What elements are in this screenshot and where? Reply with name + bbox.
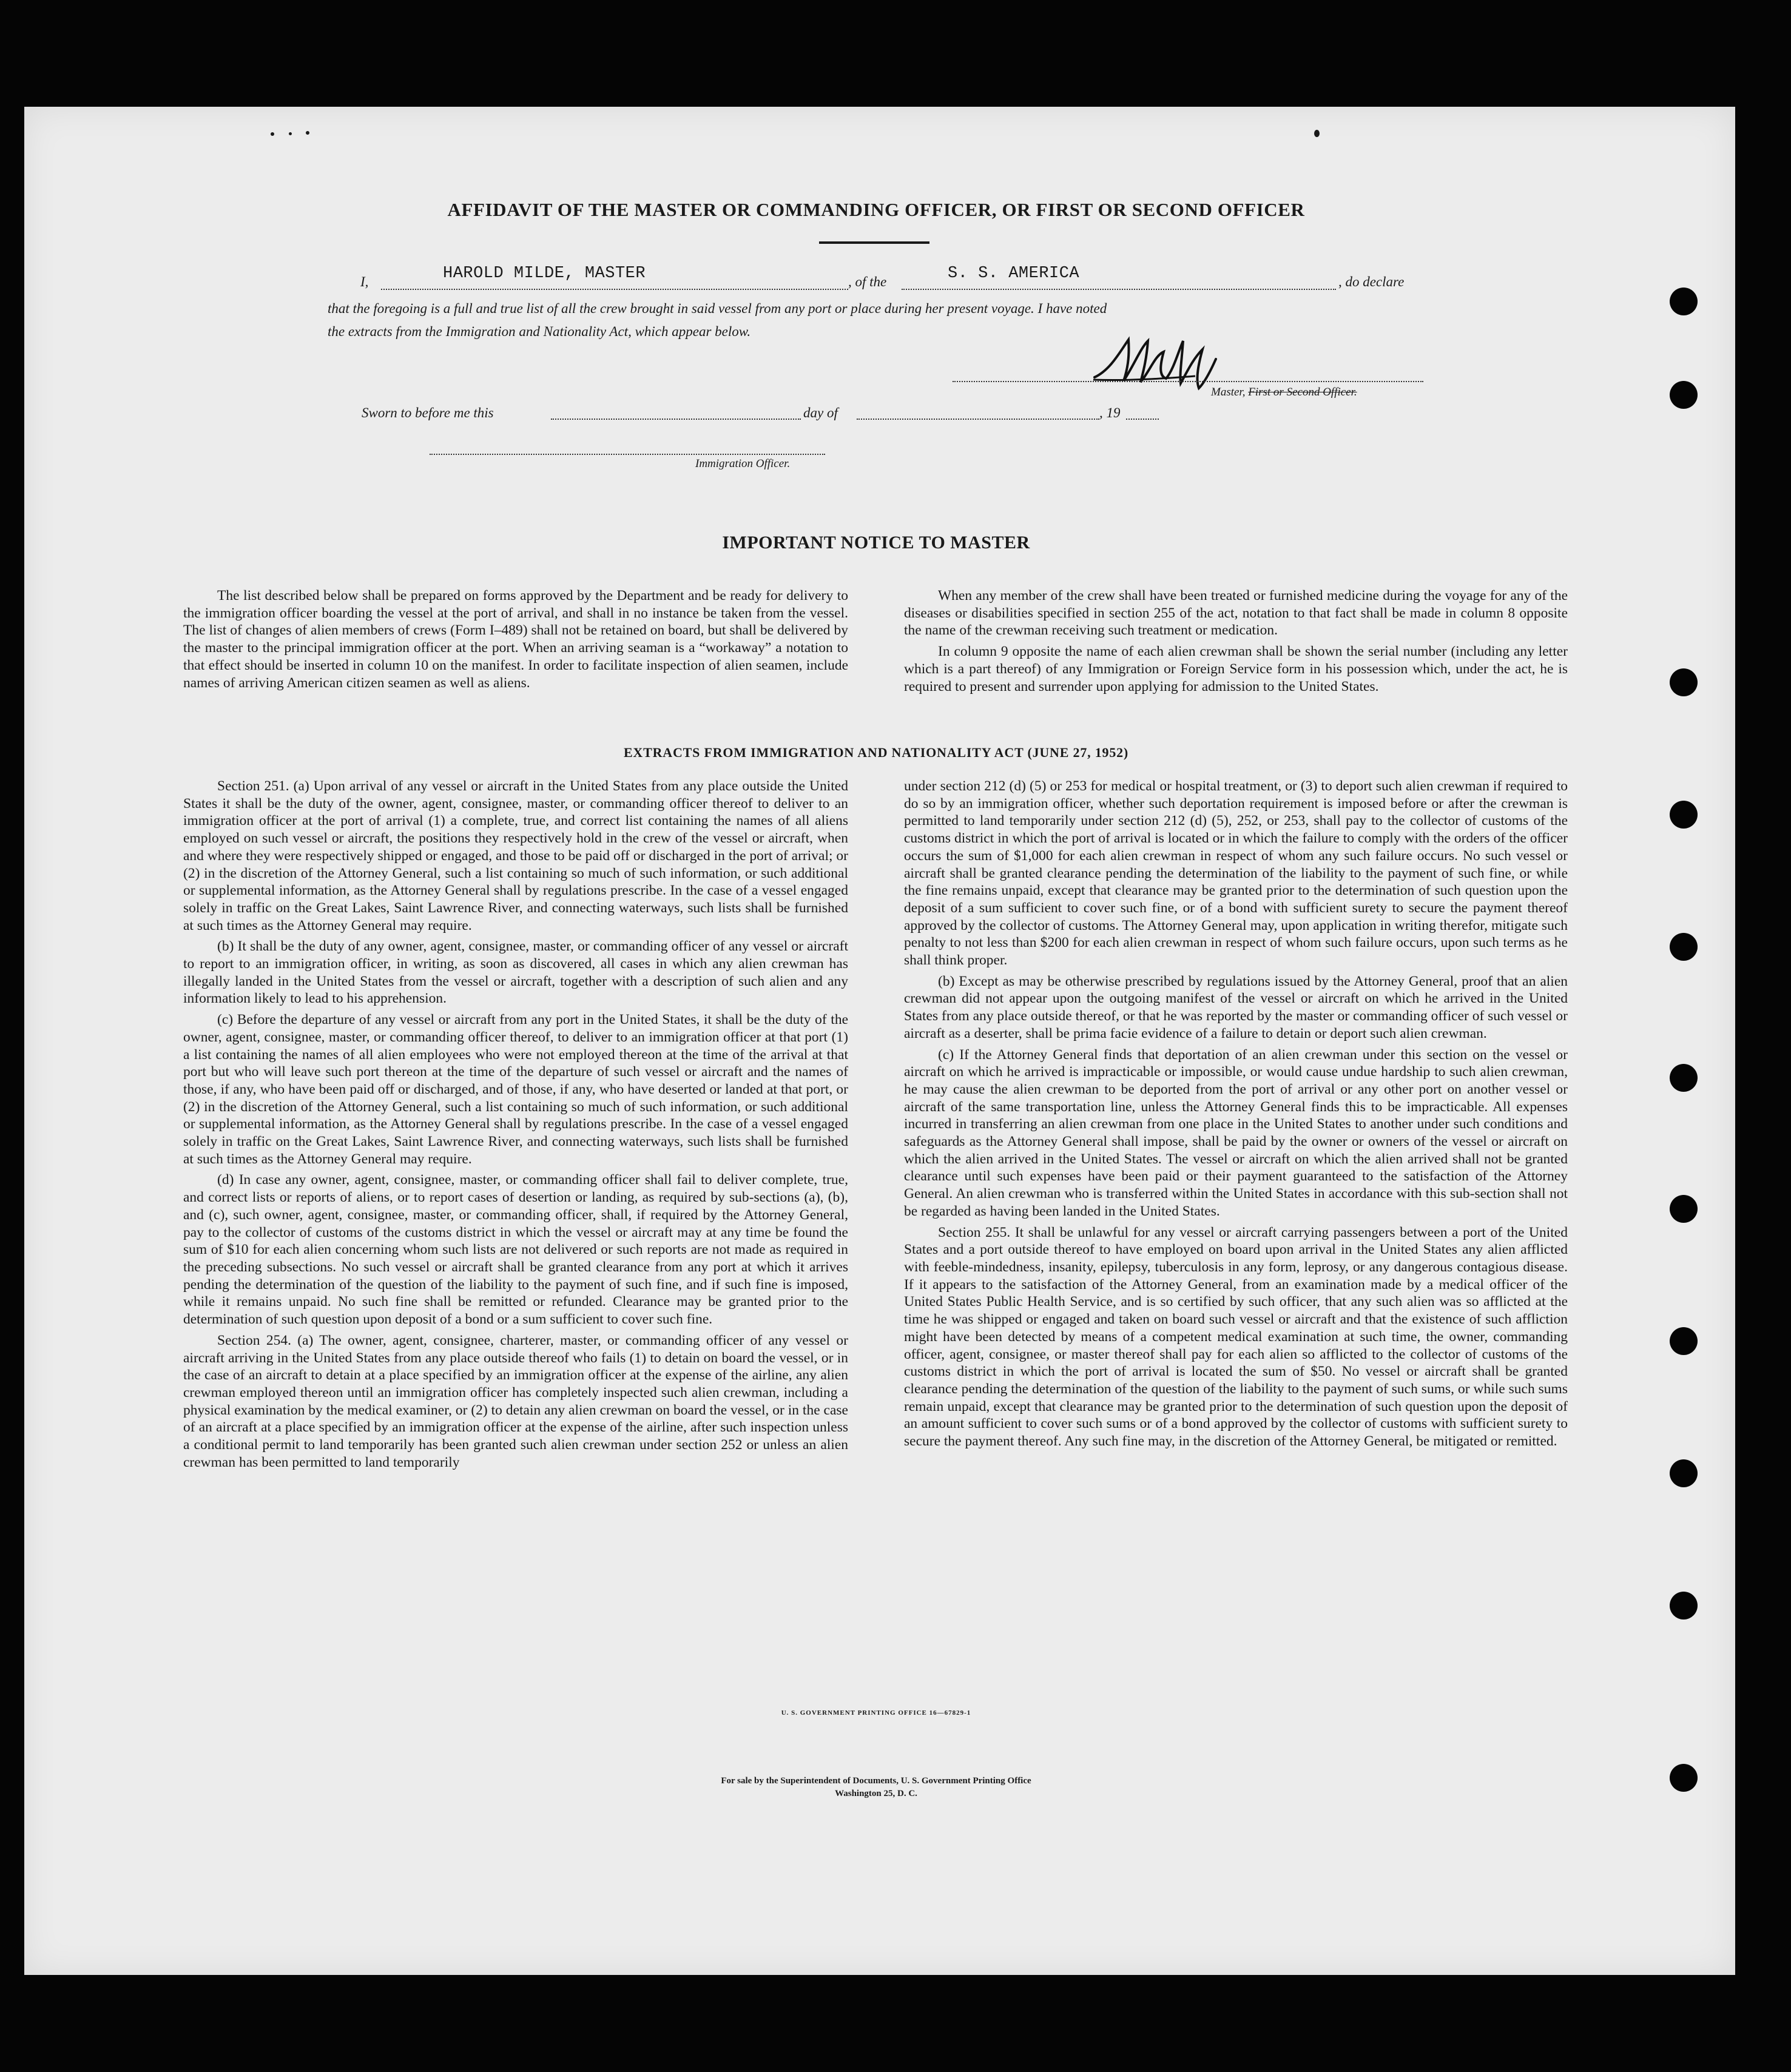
signature-caption [1211, 386, 1357, 399]
sale-notice [0, 1775, 1752, 1800]
sale-notice-line-2: Washington 25, D. C. [835, 1789, 917, 1798]
notice-right-column [904, 587, 1568, 699]
notice-heading: IMPORTANT NOTICE TO MASTER [722, 533, 1030, 553]
section-251-a: Section 251. (a) Upon arrival of any vessel or aircraft in the United States from any place outside the United States it shall be the duty of the owner, agent, consignee, master, or commanding officer thereof to deliver to an immigration officer at the port of arrival (1) a complete, true, and correct list containing the names of all aliens employed on such vessel or aircraft, the positions they respectively hold in the crew of the vessel or aircraft, when and where they were respectively shipped or engaged, and those to be paid off or discharged in the port of arrival; or (2) in the discretion of the Attorney General, such a list containing so much of such information, or such additional or supplemental information, as the Attorney General shall by regulations prescribe. In the case of a vessel engaged solely in traffic on the Great Lakes, Saint Lawrence River, and connecting waterways, such lists shall be furnished at such times as the Attorney General may require. [183, 778, 848, 933]
signature-caption-struck: First or Second Officer. [1248, 386, 1357, 399]
year-label: , 19 [1099, 405, 1121, 420]
notice-left-paragraph: The list described below shall be prepared on forms approved by the Department and be ready for delivery to the immigration officer boarding the vessel at the port of arrival, and shall in no instance be taken from the vessel. The list of changes of alien members of crews (Form I–489) shall not be retained on board, but shall be delivered by the master to the principal immigration officer at the port. When an arriving seaman is a “workaway” a notation to that effect should be inserted in column 10 on the manifest. In order to facilitate inspection of alien seamen, include names of arriving American citizen seamen as well as aliens. [183, 588, 848, 691]
binder-hole [1670, 381, 1698, 409]
binder-hole [1670, 1592, 1698, 1620]
notice-left-column [183, 587, 848, 695]
affidavit-title: AFFIDAVIT OF THE MASTER OR COMMANDING OFFICER, OR FIRST OR SECOND OFFICER [447, 199, 1305, 220]
binder-hole [1670, 1064, 1698, 1092]
section-254-a-cont: under section 212 (d) (5) or 253 for medical or hospital treatment, or (3) to deport such alien crewman if required to do so by an immigration officer, whether such deportation requirement is imposed before or after the crewman is permitted to land temporarily under section 212 (d) (5), 252, or 253, shall pay to the collector of customs of the customs district in which the port of arrival is located or in which the failure to comply with the orders of the officer occurs the sum of $1,000 for each alien crewman in respect of whom any such failure occurs. No such vessel or aircraft shall be granted clearance pending the determination of the liability to the payment of such fine, or while the fine remains unpaid, except that clearance may be granted prior to the determination of such question upon the deposit of a sum sufficient to cover such fine, or of a bond with sufficient surety to secure the payment thereof approved by the collector of customs. The Attorney General may, upon application in writing therefor, mitigate such penalty to not less than $200 for each alien crewman in respect of whom such failure occurs, upon such terms as he shall think proper. [904, 778, 1568, 969]
section-254-c: (c) If the Attorney General finds that deportation of an alien crewman under this section on the vessel or aircraft on which he arrived is impracticable or impossible, or would cause undue hardship to such alien crewman, he may cause the alien crewman to be deported from the port of arrival or any other port on another vessel or aircraft of the same transportation line, unless the Attorney General finds this to be impracticable. All expenses incurred in transferring an alien crewman from one place in the United States to another under such conditions and safeguards as the Attorney General shall impose, shall be paid by the owner or owners of the vessel or aircraft on which the alien arrived in the United States. The vessel or aircraft on which the alien arrived shall not be granted clearance until such expenses have been paid or their payment guaranteed to the satisfaction of the Attorney General. An alien crewman who is transferred within the United States in accordance with this sub-section shall not be regarded as having been landed in the United States. [904, 1046, 1568, 1219]
declarant-name[interactable]: HAROLD MILDE, MASTER [443, 264, 646, 283]
sale-notice-line-1: For sale by the Superintendent of Documents, U. S. Government Printing Office [721, 1776, 1031, 1786]
of-the-label: , of the [848, 274, 887, 289]
binder-hole [1670, 933, 1698, 961]
declaration-line-1: that the foregoing is a full and true list of all the crew brought in said vessel from any port or place during her present voyage. I have noted [328, 301, 1107, 316]
binder-hole [1670, 668, 1698, 696]
sworn-day-line [551, 419, 801, 420]
extracts-left-column [183, 778, 848, 1475]
officer-signature-line [430, 454, 825, 455]
speck [289, 132, 292, 135]
sworn-year-line [1126, 419, 1159, 420]
binder-hole [1670, 288, 1698, 315]
binder-hole [1670, 801, 1698, 829]
section-251-c: (c) Before the departure of any vessel or aircraft from any port in the United States, it shall be the duty of the owner, agent, consignee, master, or commanding officer thereof, to deliver to an immigration officer at that port (1) a list containing the names of all alien employees who were not employed thereon at the time of the arrival at that port but who will leave such port thereon at the time of the departure of such vessel or aircraft and the names of those, if any, who have been paid off or discharged, and of those, if any, who have deserted or landed at that port, or (2) in the discretion of the Attorney General, such a list containing so much of such information, or such additional or supplemental information, as the Attorney General shall by regulations prescribe. In the case of a vessel engaged solely in traffic on the Great Lakes, Saint Lawrence River, and connecting waterways, such lists shall be furnished at such times as the Attorney General may require. [183, 1012, 848, 1167]
section-251-d: (d) In case any owner, agent, consignee, master, or commanding officer shall fail to deliver complete, true, and correct lists or reports of aliens, or to report cases of desertion or landing, as required by sub-sections (a), (b), and (c), such owner, agent, consignee, master, or commanding officer, shall, if required by the Attorney General, pay to the collector of customs of the customs district in which the vessel or aircraft may at any time be found the sum of $10 for each alien concerning whom such lists are not delivered or such reports are not made as required in the preceding subsections. No such vessel or aircraft shall be granted clearance from any port at which it arrives pending the determination of the question of the liability to the payment of such fine, and if such fine is imposed, while it remains unpaid. No such fine shall be remitted or refunded. Clearance may be granted prior to the determination of such question upon deposit of a bond or a sum sufficient to cover such fine. [183, 1172, 848, 1328]
signature-line [953, 381, 1423, 382]
signature-caption-master: Master, [1211, 386, 1246, 399]
vessel-line [902, 289, 1336, 290]
section-251-b: (b) It shall be the duty of any owner, agent, consignee, master, or commanding officer of any vessel or aircraft to report to an immigration officer, in writing, as soon as discovered, all cases in which any alien crewman has illegally landed in the United States from the vessel or aircraft, together with a description of such alien and any information likely to lead to his apprehension. [183, 938, 848, 1007]
officer-caption: Immigration Officer. [695, 457, 791, 470]
notice-right-paragraph-2: In column 9 opposite the name of each alien crewman shall be shown the serial number (including any letter which is a part thereof) of any Immigration or Foreign Service form in his possession which, under the act, he is required to present and surrender upon applying for admission to the United States. [904, 644, 1568, 695]
binder-hole [1670, 1459, 1698, 1487]
speck [1314, 130, 1320, 137]
extracts-right-column [904, 778, 1568, 1454]
extracts-heading: EXTRACTS FROM IMMIGRATION AND NATIONALITY ACT (JUNE 27, 1952) [623, 745, 1129, 760]
declaration-line-2: the extracts from the Immigration and Nationality Act, which appear below. [328, 324, 751, 339]
sworn-month-line [857, 419, 1099, 420]
sworn-label: Sworn to before me this [362, 405, 494, 420]
i-label: I, [360, 274, 369, 289]
declarant-line [381, 289, 848, 290]
section-254-b: (b) Except as may be otherwise prescribed by regulations issued by the Attorney General, proof that an alien crewman did not appear upon the outgoing manifest of the vessel or aircraft on which he arrived in the United States from any place outside thereof, or that he was reported by the master or commanding officer of such vessel or aircraft as a deserter, shall be prima facie evidence of a failure to detain or deport such alien crewman. [904, 973, 1568, 1041]
title-divider [819, 241, 929, 244]
binder-hole [1670, 1195, 1698, 1223]
speck [306, 131, 309, 135]
handwritten-signature [1092, 328, 1226, 400]
section-255: Section 255. It shall be unlawful for any vessel or aircraft carrying passengers between a port of the United States and a port outside thereof to have employed on board upon arrival in the United States any alien afflicted with feeble-mindedness, insanity, epilepsy, tuberculosis in any form, leprosy, or any dangerous contagious disease. If it appears to the satisfaction of the Attorney General, from an examination made by a medical officer of the United States Public Health Service, and is so certified by such officer, that any such alien was so afflicted at the time he was shipped or engaged and taken on board such vessel or aircraft and that the existence of such affliction might have been detected by means of a competent medical examination at such time, the owner, commanding officer, agent, consignee, or master thereof shall pay for each alien so afflicted to the collector of customs of the customs district in which the port of arrival is located the sum of $50. No vessel or aircraft shall be granted clearance pending the determination of the question of the liability to the payment of such sums, or while such sums remain unpaid, except that clearance may be granted prior to the determination of such question upon the deposit of an amount sufficient to cover such sums or of a bond approved by the collector of customs with sufficient surety to secure the payment thereof. Any such fine may, in the discretion of the Attorney General, be mitigated or remitted. [904, 1224, 1568, 1450]
binder-hole [1670, 1327, 1698, 1355]
speck [271, 132, 274, 136]
gpo-imprint: U. S. GOVERNMENT PRINTING OFFICE 16—67829-1 [781, 1709, 971, 1717]
do-declare-label: , do declare [1338, 274, 1405, 289]
notice-right-paragraph-1: When any member of the crew shall have been treated or furnished medicine during the voyage for any of the diseases or disabilities specified in section 255 of the act, notation to that fact shall be made in column 8 opposite the name of the crewman receiving such treatment or medication. [904, 588, 1568, 639]
section-254-a: Section 254. (a) The owner, agent, consignee, charterer, master, or commanding officer of any vessel or aircraft arriving in the United States from any place outside thereof who fails (1) to detain on board the vessel, or in the case of an aircraft to detain at a place specified by an immigration officer at the expense of the airline, any alien crewman employed thereon until an immigration officer has completely inspected such alien crewman, including a physical examination by the medical examiner, or (2) to detain any alien crewman on board the vessel, or in the case of an aircraft at a place specified by an immigration officer at the expense of the airline, after such inspection unless a conditional permit to land temporarily has been granted such alien crewman under section 252 or unless an alien crewman has been permitted to land temporarily [183, 1332, 848, 1470]
vessel-name[interactable]: S. S. AMERICA [948, 264, 1080, 283]
day-of-label: day of [803, 405, 838, 420]
